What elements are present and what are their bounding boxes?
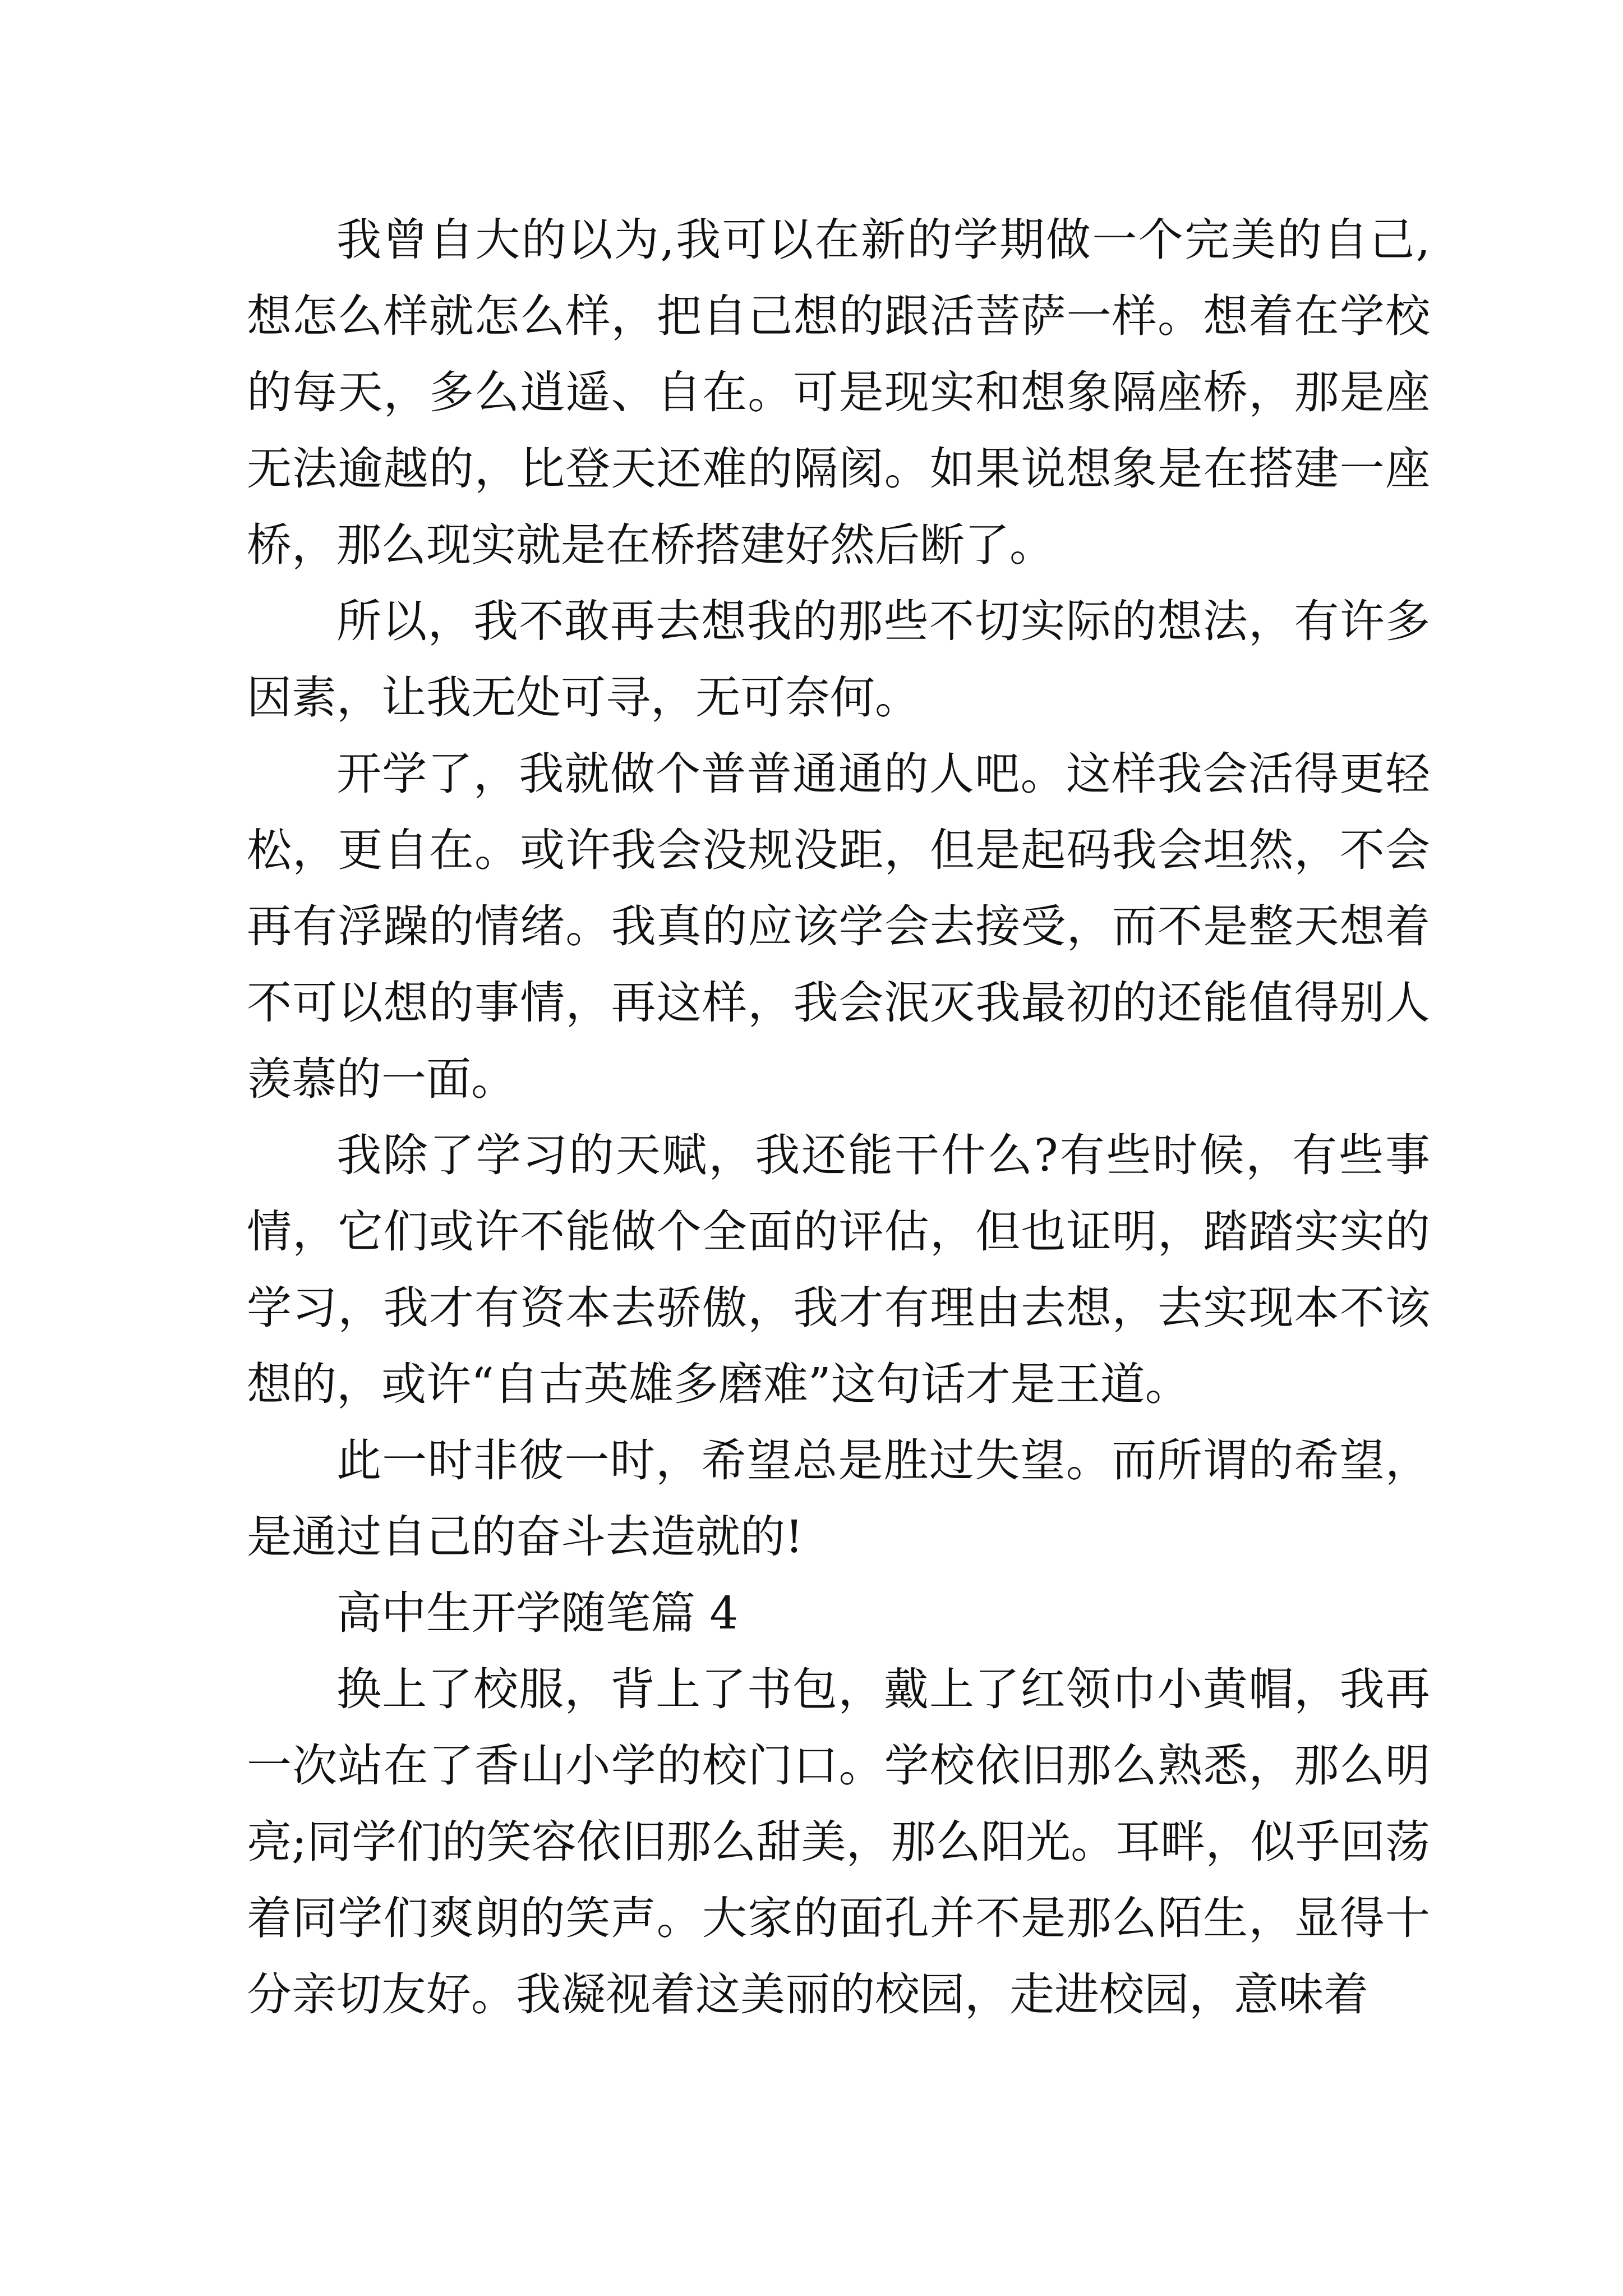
paragraph-5: 此一时非彼一时，希望总是胜过失望。而所谓的希望，是通过自己的奋斗去造就的!	[247, 1434, 1430, 1563]
paragraph-4: 我除了学习的天赋，我还能干什么?有些时候，有些事情，它们或许不能做个全面的评估，但也证明，踏踏实实的学习，我才有资本去骄傲，我才有理由去想，去实现本不该想的，或许“自古英雄多磨难”这句话才是王道。	[247, 1129, 1430, 1410]
section-heading: 高中生开学随笔篇 4	[336, 1587, 739, 1639]
paragraph-1: 我曾自大的以为,我可以在新的学期做一个完美的自己,想怎么样就怎么样，把自己想的跟活菩萨一样。想着在学校的每天，多么逍遥、自在。可是现实和想象隔座桥，那是座无法逾越的，比登天还难的隔阂。如果说想象是在搭建一座桥，那么现实就是在桥搭建好然后断了。	[247, 214, 1430, 571]
paragraph-6: 换上了校服，背上了书包，戴上了红领巾小黄帽，我再一次站在了香山小学的校门口。学校依旧那么熟悉，那么明亮;同学们的笑容依旧那么甜美，那么阳光。耳畔，似乎回荡着同学们爽朗的笑声。大家的面孔并不是那么陌生，显得十分亲切友好。我凝视着这美丽的校园，走进校园，意味着	[247, 1663, 1430, 2021]
paragraph-2: 所以，我不敢再去想我的那些不切实际的想法，有许多因素，让我无处可寻，无可奈何。	[247, 595, 1430, 724]
paragraph-3: 开学了，我就做个普普通通的人吧。这样我会活得更轻松，更自在。或许我会没规没距，但是起码我会坦然，不会再有浮躁的情绪。我真的应该学会去接受，而不是整天想着不可以想的事情，再这样，我会泯灭我最初的还能值得别人羡慕的一面。	[247, 748, 1430, 1105]
body-text	[247, 202, 1430, 2033]
